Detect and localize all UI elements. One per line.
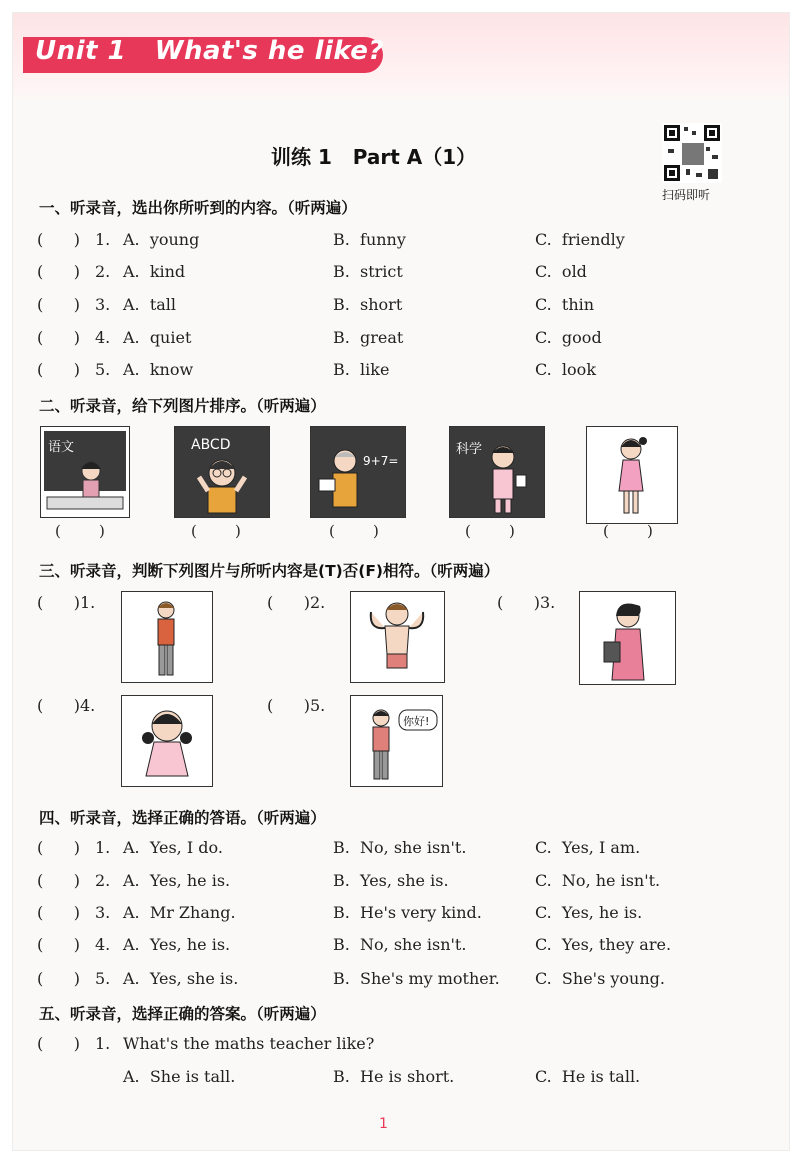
- option-a: A. Yes, he is.: [123, 871, 231, 890]
- option-b: B. He is short.: [333, 1067, 455, 1086]
- section-1-item: [37, 295, 777, 317]
- option-c: C. No, he isn't.: [535, 871, 661, 890]
- option-c: C. look: [535, 360, 597, 379]
- section-1-title: 一、听录音，选出你所听到的内容。（听两遍）: [39, 199, 357, 217]
- picture-boy-standing: [121, 591, 213, 683]
- option-c: C. Yes, they are.: [535, 935, 672, 954]
- item-number: 3.: [95, 903, 111, 922]
- unit-title: Unit 1 What's he like?: [35, 36, 385, 66]
- question-text: What's the maths teacher like?: [123, 1034, 375, 1053]
- option-a: A. young: [123, 230, 200, 249]
- option-c: C. thin: [535, 295, 595, 314]
- section-2-title: 二、听录音，给下列图片排序。（听两遍）: [39, 397, 326, 415]
- section-1-item: [37, 360, 777, 382]
- item-number: 2.: [95, 871, 111, 890]
- answer-blank[interactable]: ( ): [37, 935, 80, 954]
- option-a: A. tall: [123, 295, 177, 314]
- option-b: B. great: [333, 328, 404, 347]
- judge-item-label[interactable]: ( )3.: [497, 593, 556, 612]
- item-number: 1.: [95, 1034, 111, 1053]
- page-number: 1: [379, 1116, 388, 1132]
- answer-blank[interactable]: ( ): [37, 360, 80, 379]
- option-c: C. He is tall.: [535, 1067, 641, 1086]
- picture-science-teacher: [449, 426, 545, 518]
- board-caption: 9+7=: [363, 454, 399, 468]
- judge-item-label[interactable]: ( )5.: [267, 696, 326, 715]
- order-blank[interactable]: ( ): [55, 522, 105, 540]
- item-number: 1.: [95, 230, 111, 249]
- section-1-item: [37, 328, 777, 350]
- section-4-title: 四、听录音，选择正确的答语。（听两遍）: [39, 809, 326, 827]
- qr-label: 扫码即听: [662, 188, 711, 202]
- picture-smiling-girl: [121, 695, 213, 787]
- judge-item-label[interactable]: ( )1.: [37, 593, 96, 612]
- answer-blank[interactable]: ( ): [37, 1034, 80, 1053]
- section-4-item: [37, 838, 777, 860]
- answer-blank[interactable]: ( ): [37, 838, 80, 857]
- section-5-options: [37, 1067, 777, 1089]
- picture-strong-boy: [350, 591, 445, 683]
- answer-blank[interactable]: ( ): [37, 871, 80, 890]
- option-a: A. Mr Zhang.: [123, 903, 236, 922]
- item-number: 5.: [95, 360, 111, 379]
- option-b: B. like: [333, 360, 390, 379]
- section-4-item: [37, 969, 777, 991]
- answer-blank[interactable]: ( ): [37, 230, 80, 249]
- board-caption: ABCD: [191, 437, 231, 453]
- order-blank[interactable]: ( ): [465, 522, 515, 540]
- item-number: 3.: [95, 295, 111, 314]
- option-b: B. funny: [333, 230, 406, 249]
- option-b: B. short: [333, 295, 403, 314]
- section-4-item: [37, 871, 777, 893]
- picture-girl: [586, 426, 678, 524]
- qr-code[interactable]: [662, 123, 722, 183]
- option-a: A. Yes, I do.: [123, 838, 223, 857]
- option-b: B. strict: [333, 262, 403, 281]
- option-b: B. No, she isn't.: [333, 838, 467, 857]
- answer-blank[interactable]: ( ): [37, 262, 80, 281]
- section-5-title: 五、听录音，选择正确的答案。（听两遍）: [39, 1005, 326, 1023]
- speech-bubble-text: 你好!: [403, 715, 430, 728]
- board-caption: 科学: [456, 442, 483, 457]
- item-number: 2.: [95, 262, 111, 281]
- option-a: A. She is tall.: [123, 1067, 236, 1086]
- order-blank[interactable]: ( ): [329, 522, 379, 540]
- option-a: A. Yes, she is.: [123, 969, 239, 988]
- answer-blank[interactable]: ( ): [37, 903, 80, 922]
- option-c: C. She's young.: [535, 969, 665, 988]
- section-5-question: [37, 1034, 777, 1056]
- option-b: B. No, she isn't.: [333, 935, 467, 954]
- judge-item-label[interactable]: ( )2.: [267, 593, 326, 612]
- section-1-item: [37, 262, 777, 284]
- item-number: 1.: [95, 838, 111, 857]
- option-a: A. Yes, he is.: [123, 935, 231, 954]
- order-blank[interactable]: ( ): [191, 522, 241, 540]
- option-b: B. He's very kind.: [333, 903, 482, 922]
- answer-blank[interactable]: ( ): [37, 328, 80, 347]
- option-c: C. Yes, I am.: [535, 838, 641, 857]
- worksheet-page: [12, 12, 790, 1151]
- option-b: B. Yes, she is.: [333, 871, 449, 890]
- option-a: A. know: [123, 360, 194, 379]
- picture-english-teacher: [174, 426, 270, 518]
- picture-woman-with-book: [579, 591, 676, 685]
- lesson-title: 训练 1 Part A（1）: [271, 145, 477, 169]
- picture-maths-teacher: [310, 426, 406, 518]
- answer-blank[interactable]: ( ): [37, 295, 80, 314]
- item-number: 4.: [95, 328, 111, 347]
- order-blank[interactable]: ( ): [603, 522, 653, 540]
- section-4-item: [37, 903, 777, 925]
- section-3-title: 三、听录音，判断下列图片与所听内容是(T)否(F)相符。（听两遍）: [39, 562, 500, 580]
- item-number: 4.: [95, 935, 111, 954]
- answer-blank[interactable]: ( ): [37, 969, 80, 988]
- option-b: B. She's my mother.: [333, 969, 500, 988]
- board-caption: 语文: [48, 440, 75, 455]
- judge-item-label[interactable]: ( )4.: [37, 696, 96, 715]
- item-number: 5.: [95, 969, 111, 988]
- option-c: C. good: [535, 328, 602, 347]
- option-c: C. Yes, he is.: [535, 903, 643, 922]
- picture-chinese-teacher: [40, 426, 130, 518]
- option-a: A. quiet: [123, 328, 192, 347]
- option-c: C. friendly: [535, 230, 625, 249]
- option-a: A. kind: [123, 262, 186, 281]
- picture-boy-saying-hello: [350, 695, 443, 787]
- section-4-item: [37, 935, 777, 957]
- section-1-item: [37, 230, 777, 252]
- option-c: C. old: [535, 262, 587, 281]
